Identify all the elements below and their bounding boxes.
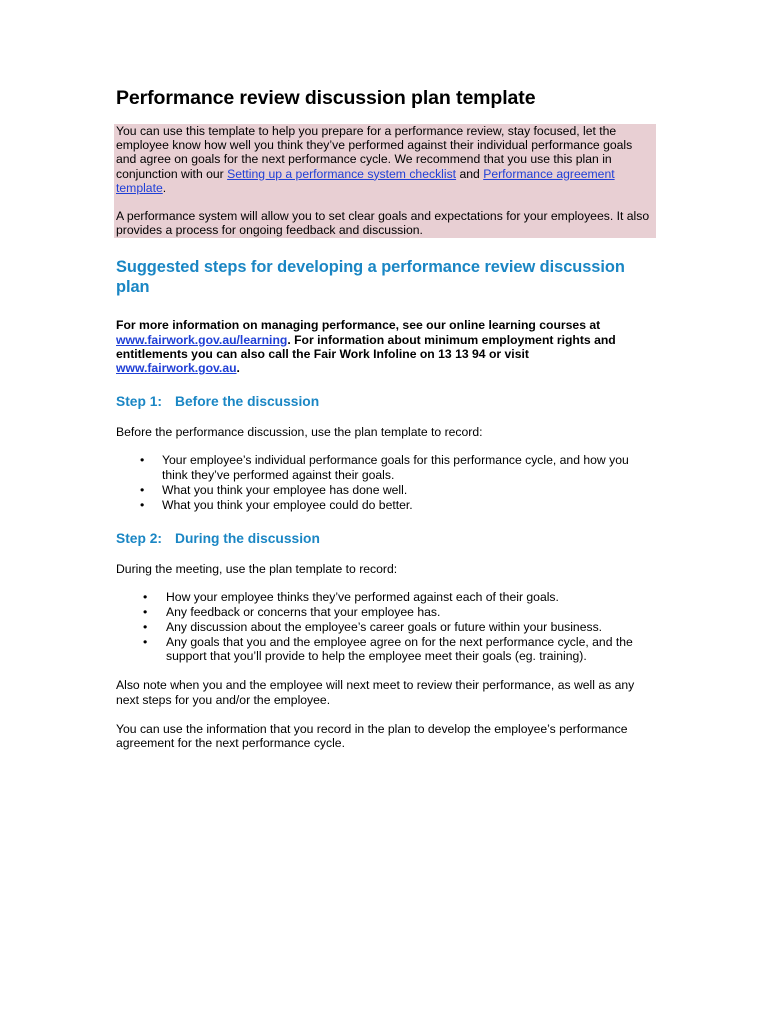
bullet-icon: •	[140, 453, 145, 468]
list-item-text: What you think your employee has done well.	[162, 482, 408, 497]
learning-link[interactable]: www.fairwork.gov.au/learning	[116, 332, 288, 347]
list-item-text: How your employee thinks they’ve performed against each of their goals.	[166, 590, 559, 605]
suggested-steps-heading: Suggested steps for developing a performance review discussion plan	[116, 258, 625, 296]
list-item	[116, 590, 656, 604]
bullet-icon: •	[143, 635, 148, 650]
document-title: Performance review discussion plan template	[116, 87, 536, 109]
more-info-paragraph	[116, 318, 656, 375]
performance-agreement-note: You can use the information that you record in the plan to develop the employee’s performance agreement for the next performance cycle.	[116, 721, 628, 751]
step-1-list	[116, 453, 656, 511]
step-2-title: During the discussion	[175, 530, 320, 546]
step-2-heading	[116, 531, 656, 547]
intro-text-a: You can use this template to help you prepare for a performance review, stay focused, let the employee know how well you think they’ve performed against their individual performance goals and agree on goals for the next performance cycle. We recommend that you use this plan in conjunction with our	[116, 124, 633, 181]
list-item	[116, 483, 656, 497]
intro-paragraph-2: A performance system will allow you to set clear goals and expectations for your employees. It also provides a process for ongoing feedback and discussion.	[116, 209, 650, 238]
step-1-intro: Before the performance discussion, use the plan template to record:	[116, 425, 483, 440]
list-item	[116, 620, 656, 634]
info-text-b: . For information about minimum employment rights and entitlements you can also call the Fair Work Infoline on 13 13 94 or visit	[116, 332, 616, 361]
step-1-title: Before the discussion	[175, 394, 320, 410]
list-item-text: Any discussion about the employee’s career goals or future within your business.	[166, 620, 603, 635]
bullet-icon: •	[143, 605, 148, 620]
intro-paragraph-1	[116, 124, 652, 195]
document-page	[116, 86, 656, 750]
intro-text-b: and	[456, 166, 484, 181]
intro-box	[114, 124, 656, 238]
step-2-number: Step 2:	[116, 530, 162, 546]
bullet-icon: •	[143, 590, 148, 605]
performance-system-checklist-link[interactable]: Setting up a performance system checklist	[227, 166, 457, 181]
step-1-heading	[116, 394, 656, 410]
performance-agreement-template-link[interactable]: Performance agreement template	[116, 166, 615, 195]
bullet-icon: •	[140, 497, 145, 512]
list-item-text: What you think your employee could do better.	[162, 497, 413, 512]
intro-text-c: .	[162, 180, 167, 195]
list-item	[116, 635, 656, 663]
step-2-list	[116, 590, 656, 663]
next-meeting-note: Also note when you and the employee will next meet to review their performance, as well as any next steps for you and/or the employee.	[116, 678, 635, 707]
list-item	[116, 605, 656, 619]
info-text-c: .	[236, 361, 240, 376]
step-2-intro: During the meeting, use the plan template to record:	[116, 561, 398, 576]
step-1-number: Step 1:	[116, 394, 162, 410]
bullet-icon: •	[143, 620, 148, 635]
fairwork-site-link[interactable]: www.fairwork.gov.au	[116, 361, 237, 376]
info-text-a: For more information on managing performance, see our online learning courses at	[116, 318, 601, 333]
list-item-text: Any goals that you and the employee agree on for the next performance cycle, and the support that you’ll provide to help the employee meet their goals (eg. training).	[166, 635, 633, 664]
list-item-text: Any feedback or concerns that your employee has.	[166, 605, 441, 620]
list-item	[116, 498, 656, 512]
list-item-text: Your employee’s individual performance goals for this performance cycle, and how you think they’ve performed against their goals.	[162, 453, 629, 482]
list-item	[116, 453, 656, 481]
bullet-icon: •	[140, 482, 145, 497]
